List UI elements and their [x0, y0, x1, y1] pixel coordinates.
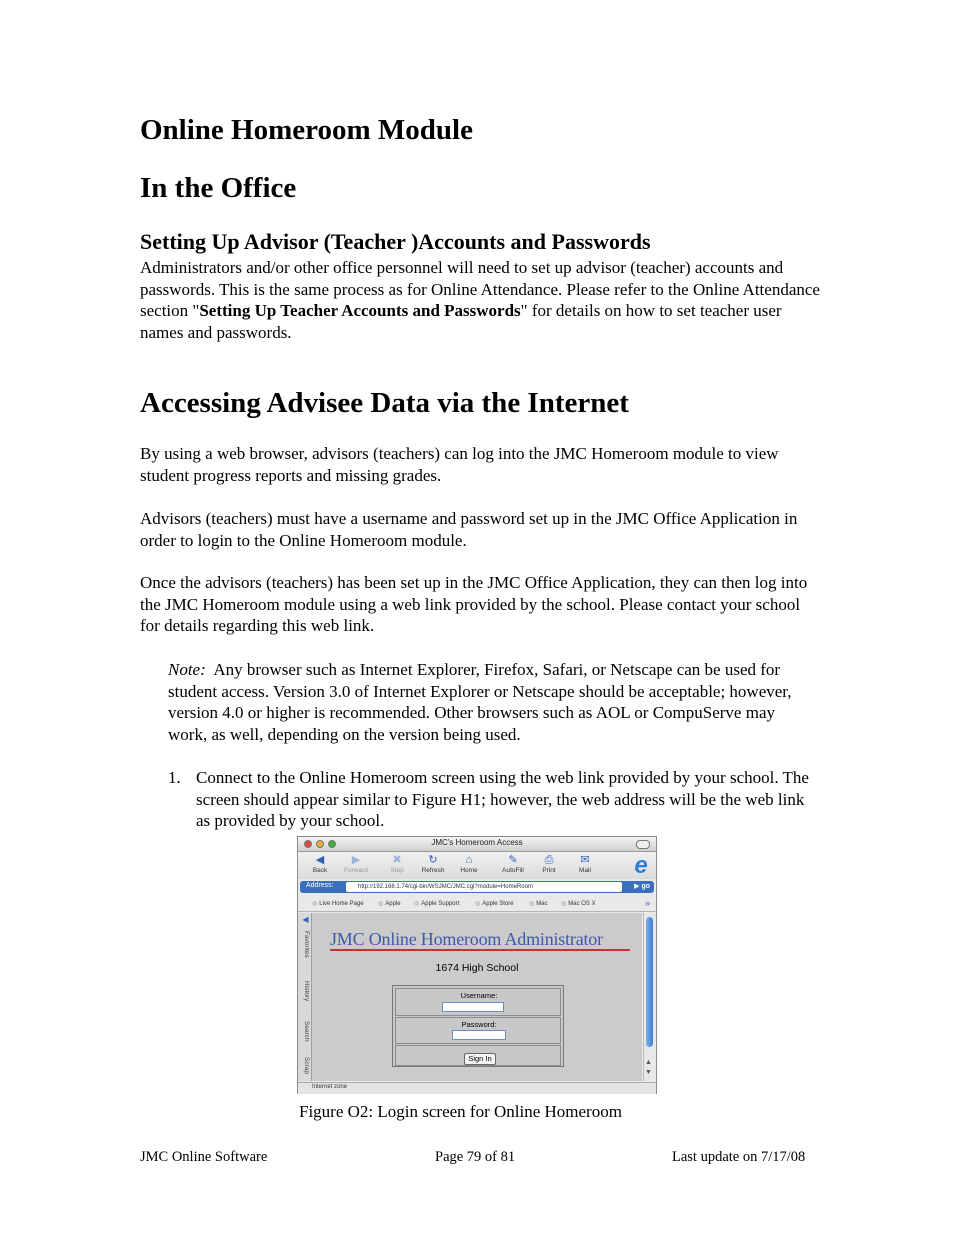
favorites-bar	[298, 897, 656, 912]
signin-row	[395, 1045, 561, 1066]
explorer-side-tabs	[298, 913, 312, 1081]
mail-button[interactable]: ✉ Mail	[567, 854, 603, 874]
home-button[interactable]: ⌂ Home	[451, 854, 487, 874]
address-label: Address:	[306, 882, 334, 889]
setup-section-reference: Setting Up Teacher Accounts and Passwords	[199, 301, 521, 320]
mail-icon: ✉	[580, 854, 590, 866]
sidebar-toggle-icon[interactable]: ◀	[301, 915, 310, 924]
module-title: Online Homeroom Module	[140, 114, 473, 146]
browser-toolbar	[298, 852, 656, 879]
tab-history[interactable]: History	[303, 981, 310, 1002]
print-icon: ⎙	[544, 854, 554, 866]
footer-last-update: Last update on 7/17/08	[672, 1149, 806, 1165]
paragraph-username-password: Advisors (teachers) must have a username and password set up in the JMC Office Application in order to login to the Online Homeroom module.	[140, 509, 798, 550]
password-label: Password:	[461, 1020, 497, 1029]
office-title: In the Office	[140, 172, 297, 204]
forward-arrow-icon: ▶	[351, 854, 361, 866]
username-input[interactable]	[442, 1002, 504, 1012]
favorite-link[interactable]: ◎ Mac	[529, 900, 548, 907]
back-button[interactable]: ◀ Back	[302, 854, 338, 874]
sign-in-button[interactable]: Sign In	[464, 1053, 496, 1065]
status-text: Internet zone	[312, 1084, 348, 1090]
refresh-button[interactable]: ↻ Refresh	[415, 854, 451, 874]
footer-page-number: Page 79 of 81	[435, 1149, 516, 1165]
tab-favorites[interactable]: Favorites	[303, 931, 310, 958]
browser-screenshot	[297, 836, 657, 1094]
password-input[interactable]	[452, 1030, 506, 1040]
setup-subtitle: Setting Up Advisor (Teacher )Accounts and Passwords	[140, 229, 651, 254]
web-page-content	[312, 913, 642, 1081]
step-number: 1.	[168, 768, 181, 787]
password-row	[395, 1017, 561, 1044]
print-button[interactable]: ⎙ Print	[531, 854, 567, 874]
home-icon: ⌂	[465, 854, 473, 866]
favorite-link[interactable]: ◎ Apple	[378, 900, 401, 907]
go-button[interactable]: ▶ go	[634, 883, 650, 890]
tab-scrapbook[interactable]: Scrap	[303, 1057, 310, 1074]
back-arrow-icon: ◀	[315, 854, 325, 866]
browser-note: Note: Any browser such as Internet Explorer, Firefox, Safari, or Netscape can be used for student access. Version 3.0 of Internet Explorer or Netscape should be acceptable; however, version 4.0 or higher is recommended. Other browsers such as AOL or CompuServe may work, as well, depending on the version being used.	[168, 660, 792, 744]
favorite-link[interactable]: ◎ Mac OS X	[561, 900, 596, 907]
more-favorites-icon[interactable]: »	[644, 898, 650, 908]
autofill-button[interactable]: ✎ AutoFill	[495, 854, 531, 874]
paragraph-web-browser: By using a web browser, advisors (teachers) can log into the JMC Homeroom module to view student progress reports and missing grades.	[140, 444, 779, 485]
access-title: Accessing Advisee Data via the Internet	[140, 387, 629, 419]
username-row	[395, 988, 561, 1016]
scroll-down-icon[interactable]: ▼	[645, 1069, 652, 1076]
stop-icon: ✖	[392, 854, 402, 866]
stop-button[interactable]: ✖ Stop	[379, 854, 415, 874]
paragraph-web-link: Once the advisors (teachers) has been set up in the JMC Office Application, they can then log into the JMC Homeroom module using a web link provided by the school. Please contact your school for details regarding this web link.	[140, 573, 808, 635]
forward-button[interactable]: ▶ Forward	[338, 854, 374, 874]
favorite-link[interactable]: ◎ Apple Store	[475, 900, 514, 907]
refresh-icon: ↻	[428, 854, 438, 866]
address-input[interactable]: http://192.168.1.74/cgi-bin/WSJMC/JMC.cgi?module=HomeRoom	[346, 882, 622, 892]
note-label: Note:	[168, 660, 206, 679]
figure-caption: Figure O2: Login screen for Online Homeroom	[299, 1102, 622, 1121]
jmc-page-title: JMC Online Homeroom Administrator	[330, 929, 630, 951]
setup-paragraph: Administrators and/or other office personnel will need to set up advisor (teacher) accounts and passwords. This is the same process as for Online Attendance. Please refer to the Online Attendance section "Setting Up Teacher Accounts and Passwords" for details on how to set teacher user names and passwords.	[140, 258, 820, 342]
vertical-scrollbar[interactable]	[643, 913, 656, 1081]
footer-left: JMC Online Software	[140, 1149, 268, 1165]
window-title: JMC's Homeroom Access	[431, 838, 523, 847]
favorite-link[interactable]: ◎ Apple Support	[414, 900, 459, 907]
step-text: Connect to the Online Homeroom screen using the web link provided by your school. The screen should appear similar to Figure H1; however, the web address will be the web link as provided by your school.	[196, 768, 809, 830]
status-bar	[298, 1082, 656, 1094]
internet-explorer-logo-icon: e	[634, 852, 648, 879]
address-bar	[300, 881, 654, 893]
login-form	[392, 985, 564, 1067]
toolbar-toggle-icon[interactable]	[636, 840, 650, 849]
scrollbar-thumb[interactable]	[646, 917, 653, 1047]
scroll-up-icon[interactable]: ▲	[645, 1059, 652, 1066]
tab-search[interactable]: Search	[303, 1021, 310, 1042]
username-label: Username:	[460, 991, 498, 1000]
autofill-icon: ✎	[508, 854, 518, 866]
window-titlebar	[298, 837, 656, 852]
school-name: 1674 High School	[435, 962, 519, 974]
favorite-link[interactable]: ◎ Live Home Page	[312, 900, 364, 907]
